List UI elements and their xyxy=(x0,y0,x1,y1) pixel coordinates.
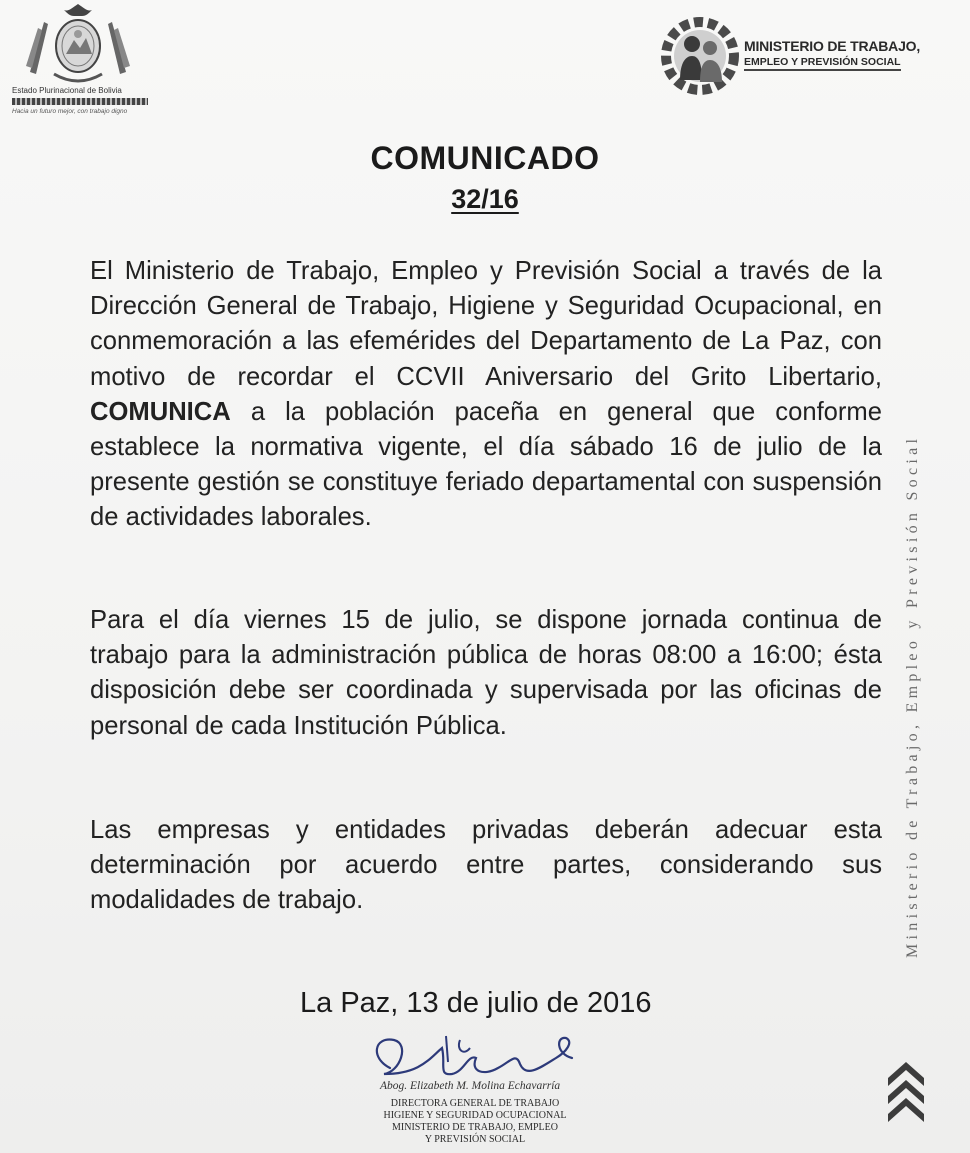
signer-title-2: HIGIENE Y SEGURIDAD OCUPACIONAL xyxy=(383,1110,567,1121)
paragraph-1-emphasis: COMUNICA xyxy=(90,397,231,426)
paragraph-1-part-a: El Ministerio de Trabajo, Empleo y Previsión Social a través de la Dirección General de Trabajo, Higiene y Seguridad Ocupacional, en conmemoración a las efemérides del Departamento de La Paz, con motivo de recordar el CCVII Aniversario del Grito Libertario, xyxy=(90,257,882,391)
coat-of-arms-icon xyxy=(24,2,132,86)
chevron-up-icon xyxy=(884,1056,928,1122)
place-date: La Paz, 13 de julio de 2016 xyxy=(300,987,652,1019)
signer-title-1: DIRECTORA GENERAL DE TRABAJO xyxy=(390,1098,560,1109)
state-emblem xyxy=(8,2,148,120)
state-name: Estado Plurinacional de Bolivia xyxy=(12,86,122,95)
signer-title-4: Y PREVISIÓN SOCIAL xyxy=(424,1134,526,1145)
gear-people-icon xyxy=(656,6,746,102)
signer-title-3: MINISTERIO DE TRABAJO, EMPLEO xyxy=(392,1122,558,1133)
paragraph-1 xyxy=(90,254,882,536)
ministry-logo xyxy=(656,6,926,106)
signer-name: Abog. Elizabeth M. Molina Echavarría xyxy=(380,1080,561,1092)
ministry-name-line2: EMPLEO Y PREVISIÓN SOCIAL xyxy=(744,56,901,71)
ministry-name-line1: MINISTERIO DE TRABAJO, xyxy=(744,38,921,54)
document-number: 32/16 xyxy=(451,184,519,214)
document-number-wrap xyxy=(0,184,970,215)
document-title: COMUNICADO xyxy=(370,140,600,176)
state-band xyxy=(12,98,148,105)
paragraph-2: Para el día viernes 15 de julio, se dispone jornada continua de trabajo para la administración pública de horas 08:00 a 16:00; ésta disposición debe ser coordinada y supervisada por las oficinas de personal de cada Institución Pública. xyxy=(90,606,882,740)
paragraph-1-part-b: a la población paceña en general que conforme establece la normativa vigente, el día sábado 16 de julio de la presente gestión se constituye feriado departamental con suspensión de actividades laborales. xyxy=(90,397,882,532)
state-tagline: Hacia un futuro mejor, con trabajo digno xyxy=(12,108,128,115)
side-ministry-text: Ministerio de Trabajo, Empleo y Previsión Social xyxy=(904,434,921,958)
paragraph-3: Las empresas y entidades privadas deberán adecuar esta determinación por acuerdo entre partes, considerando sus modalidades de trabajo. xyxy=(90,816,882,915)
